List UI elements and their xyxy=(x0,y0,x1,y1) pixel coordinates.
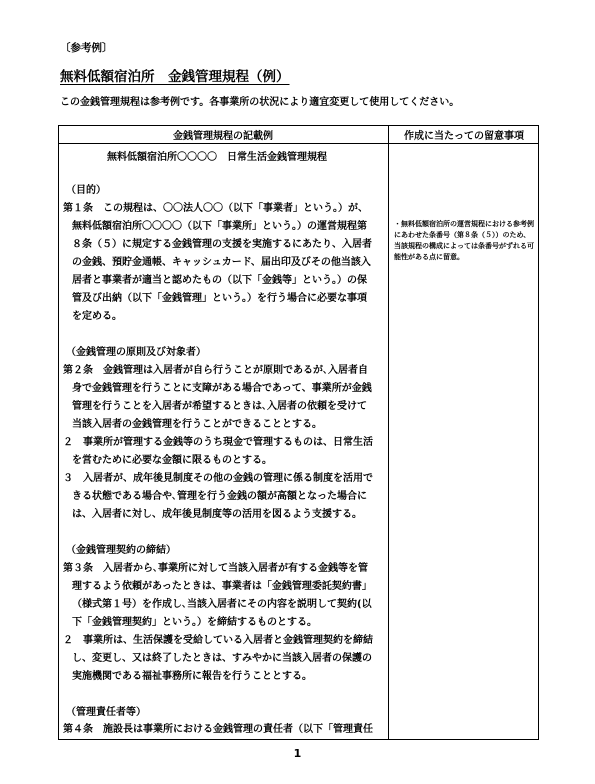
intro-text: この金銭管理規程は参考例です。各事業所の状況により適宜変更して使用してください。 xyxy=(60,97,460,108)
text-line: 理するよう依頼があったときは、事業者は「金銭管理委託契約書」 xyxy=(72,581,372,592)
text-line: 第１条 この規程は、〇〇法人〇〇（以下「事業者」という。）が、 xyxy=(63,203,368,214)
drafting-note: ・無料低額宿泊所の運営規程における参考例にあわせた条番号（第８条（５））のため、当該規程の構成によっては条番号がずれる可能性がある点に留意。 xyxy=(394,220,534,261)
text-line: し、変更し、又は終了したときは、すみやかに当該入居者の保護の xyxy=(72,653,372,664)
section-heading-principle: （金銭管理の原則及び対象者） xyxy=(66,347,206,358)
text-line: を定める。 xyxy=(72,311,122,322)
section-heading-purpose: （目的） xyxy=(66,185,106,196)
regulation-heading: 無料低額宿泊所〇〇〇〇 日常生活金銭管理規程 xyxy=(107,152,327,163)
reference-tag: 〔参考例〕 xyxy=(60,42,113,54)
text-line: 下「金銭管理契約」という。）を締結するものとする。 xyxy=(72,617,317,628)
section-heading-manager: （管理責任者等） xyxy=(66,707,146,718)
text-line: 実施機関である福祉事務所に報告を行うこととする。 xyxy=(72,671,312,682)
text-line: 身で金銭管理を行うことに支障がある場合であって、事業所が金銭 xyxy=(72,383,372,394)
page-title: 無料低額宿泊所 金銭管理規程（例） xyxy=(60,69,290,85)
text-line: ８条（５）に規定する金銭管理の支援を実施するにあたり、入居者 xyxy=(72,239,372,250)
text-line: 無料低額宿泊所〇〇〇〇（以下「事業所」という。）の運営規程第 xyxy=(72,221,367,232)
text-line: 管理を行うことを入居者が希望するときは､入居者の依頼を受けて xyxy=(72,401,367,412)
text-line: を営むために必要な金額に限るものとする。 xyxy=(72,455,272,466)
text-line: 第４条 施設長は事業所における金銭管理の責任者（以下「管理責任 xyxy=(63,724,373,735)
text-line: 管及び出納（以下「金銭管理」という。）を行う場合に必要な事項 xyxy=(72,293,367,304)
text-line: ３ 入居者が、成年後見制度その他の金銭の管理に係る制度を活用で xyxy=(63,473,373,484)
right-column-header: 作成に当たっての留意事項 xyxy=(404,131,524,142)
text-line: 居者と事業者が適当と認めたもの（以下「金銭等」という。）の保 xyxy=(72,275,367,286)
section-heading-contract: （金銭管理契約の締結） xyxy=(66,545,176,556)
text-line: は、入居者に対し、成年後見制度等の活用を図るよう支援する。 xyxy=(72,509,362,520)
header-divider xyxy=(58,143,539,144)
text-line: 第３条 入居者から､事業所に対して当該入居者が有する金銭等を管 xyxy=(63,563,368,574)
column-divider xyxy=(388,125,389,740)
text-line: 第２条 金銭管理は入居者が自ら行うことが原則であるが､入居者自 xyxy=(63,365,368,376)
text-line: きる状態である場合や､管理を行う金銭の額が高額となった場合に xyxy=(72,491,367,502)
text-line: （様式第１号）を作成し､当該入居者にその内容を説明して契約(以 xyxy=(72,599,372,610)
text-line: 当該入居者の金銭管理を行うことができることとする。 xyxy=(72,419,322,430)
page-number: 1 xyxy=(293,747,302,760)
left-column-header: 金銭管理規程の記載例 xyxy=(173,131,273,142)
text-line: の金銭、預貯金通帳、キャッシュカード、届出印及びその他当該入 xyxy=(72,257,371,268)
text-line: ２ 事業所が管理する金銭等のうち現金で管理するものは、日常生活 xyxy=(63,437,373,448)
text-line: ２ 事業所は、生活保護を受給している入居者と金銭管理契約を締結 xyxy=(63,635,373,646)
